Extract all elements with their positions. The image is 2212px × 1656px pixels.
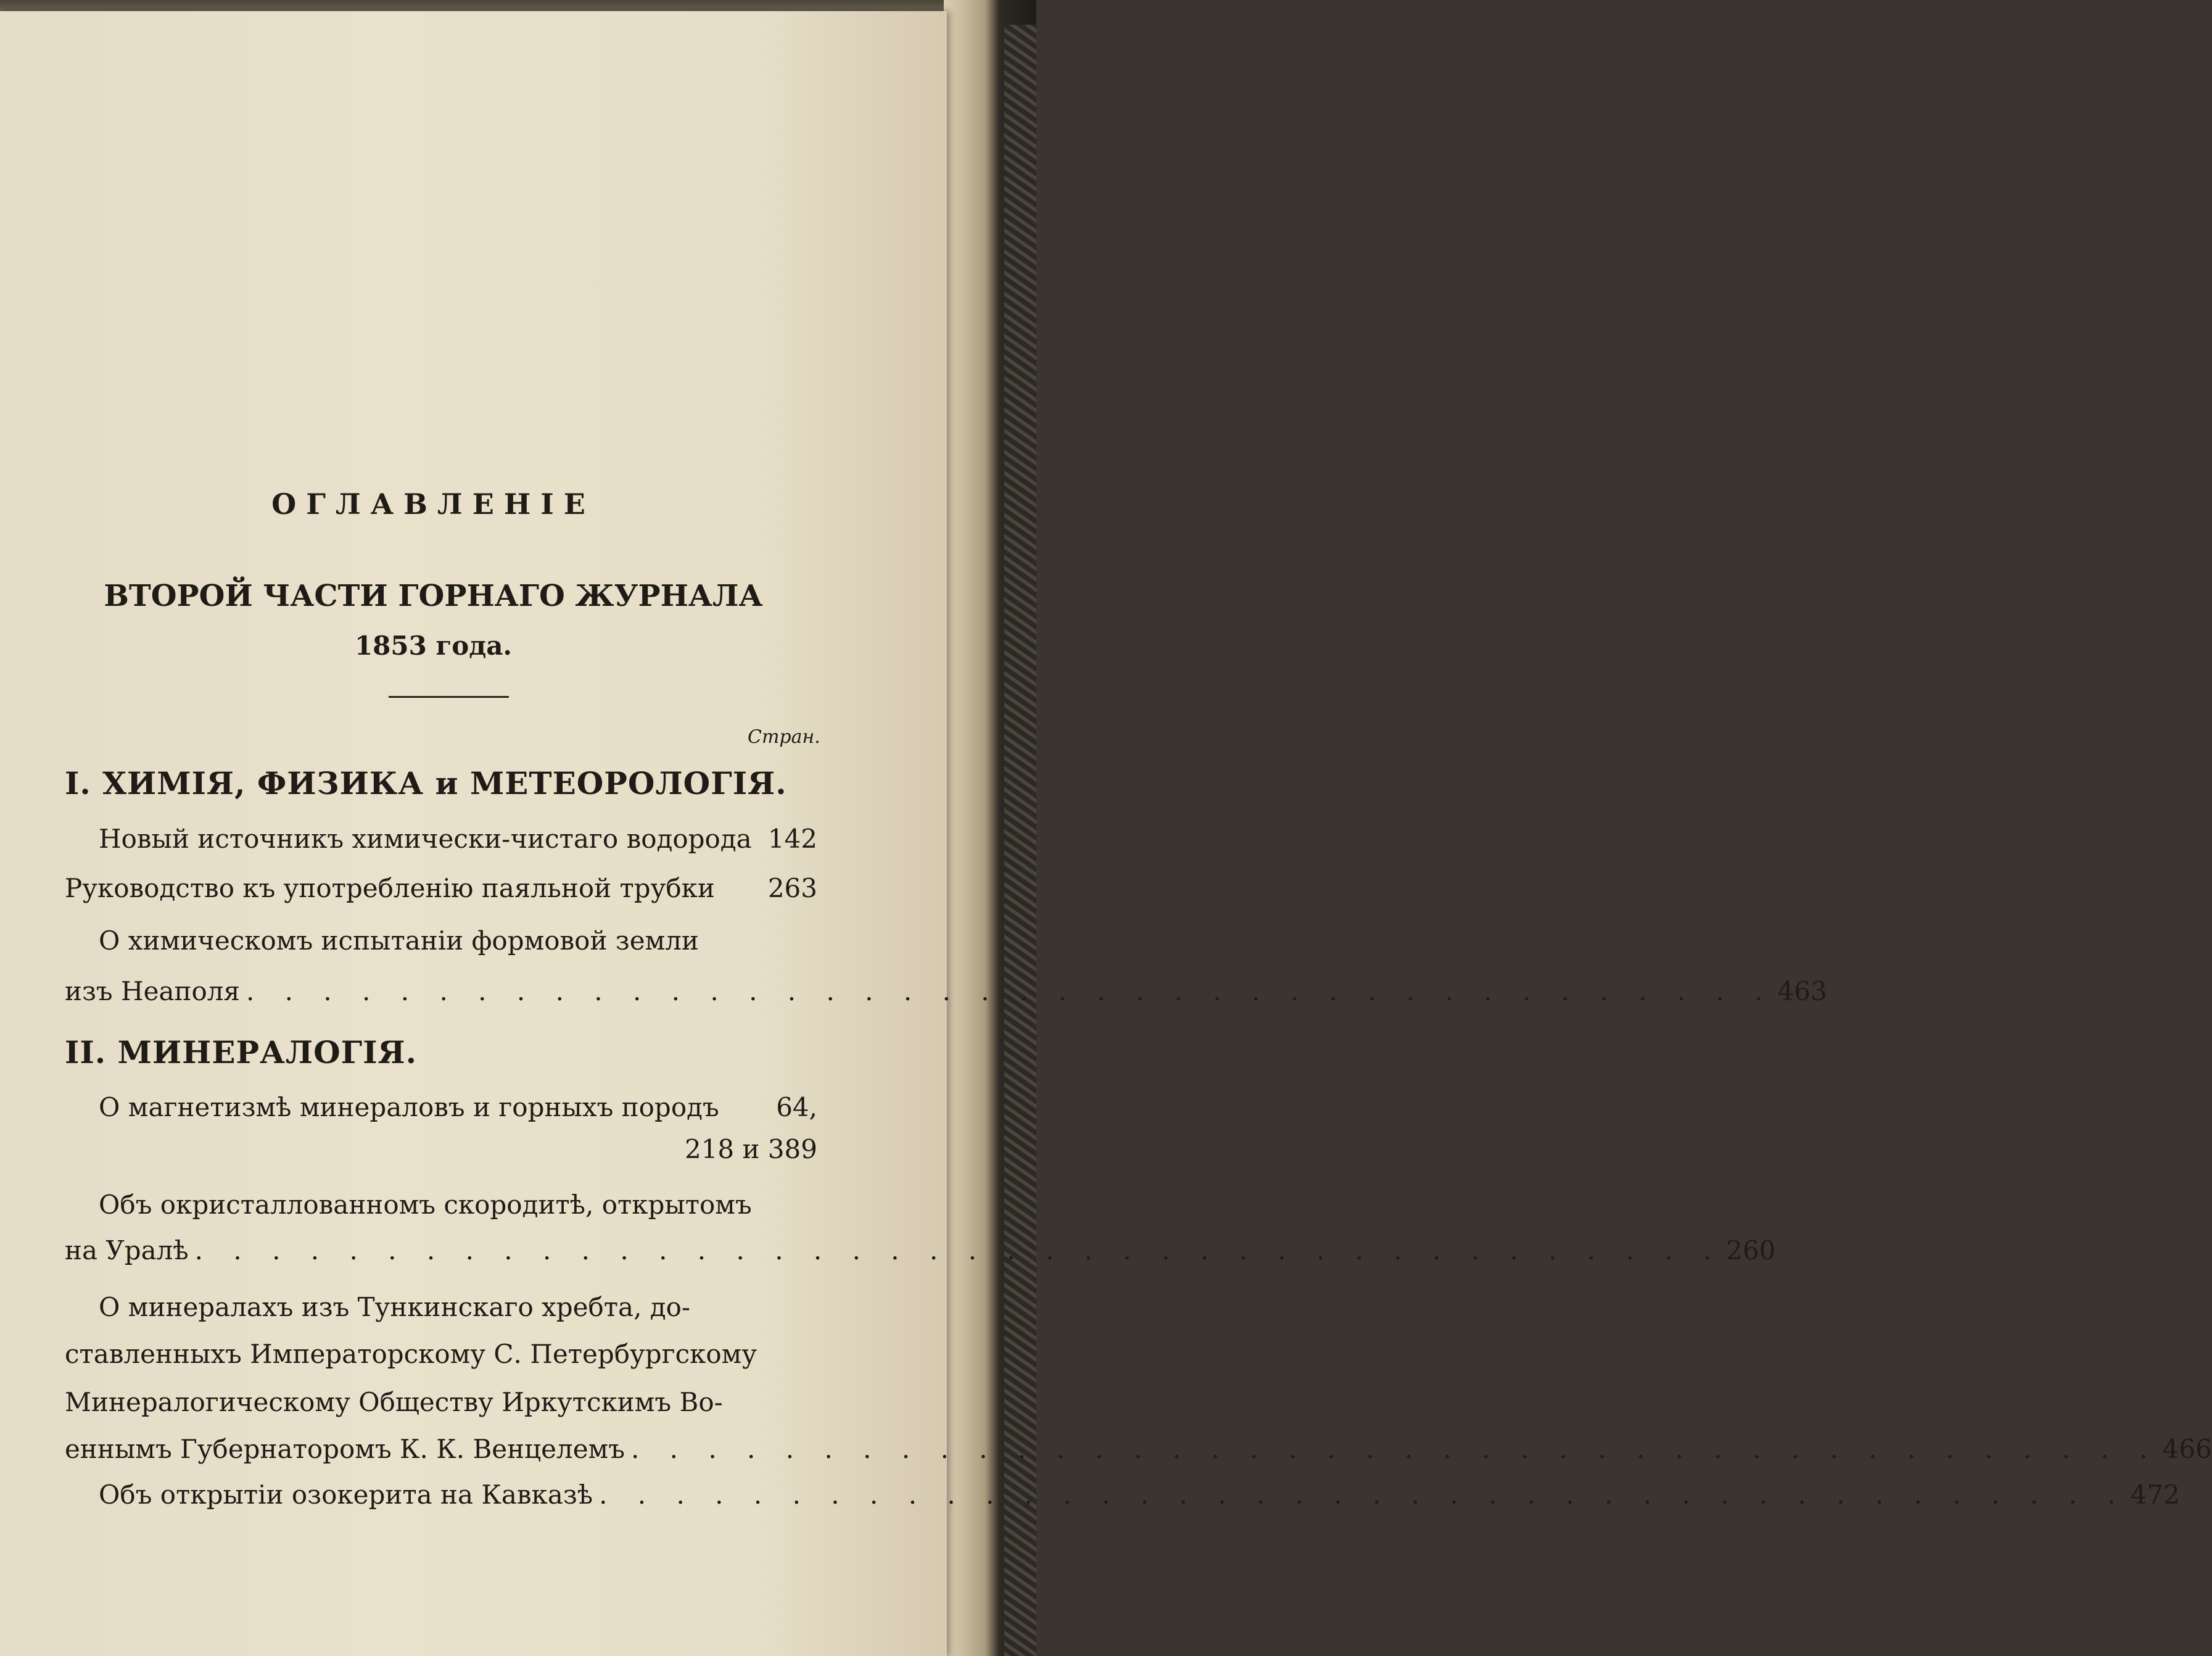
toc-entry-line[interactable]: О минералахъ изъ Тункинскаго хребта, до- [99,1292,691,1322]
toc-entry[interactable] [65,1434,2212,1464]
entry-title: на Уралѣ [65,1235,189,1265]
entry-title: изъ Неаполя [65,976,240,1006]
entry-page: 472 [2130,1480,2180,1510]
leader-dots: . . . . . . . . . . . . . . . . . . . . . . . . . . . . . . . . . . . . . . . . [630,1434,2159,1464]
book-top-edge [0,0,1036,12]
toc-entry-line[interactable]: Минералогическому Обществу Иркутскимъ Во- [65,1387,723,1417]
page-title: ОГЛАВЛЕНІЕ [271,487,595,521]
section-heading-chemistry: I. ХИМІЯ, ФИЗИКА и МЕТЕОРОЛОГІЯ. [65,765,787,801]
entry-title: еннымъ Губернаторомъ К. К. Венцелемъ [65,1434,625,1464]
entry-page: 260 [1726,1235,1776,1265]
entry-page: 64, [776,1092,817,1122]
toc-entry[interactable] [65,1235,1776,1265]
toc-entry[interactable] [65,1480,2180,1510]
title-rule [389,696,509,698]
entry-title: Руководство къ употребленію паяльной трубки [65,873,715,903]
leader-dots: . . . . . . . . . . . . . . . . . . . . . . . . . . . . . . . . . . . . . . . . [599,1480,2127,1510]
toc-entry-line[interactable]: О химическомъ испытаніи формовой земли [99,925,699,956]
leader-dots: . . . . . . . . . . . . . . . . . . . . . . . . . . . . . . . . . . . . . . . . [246,976,1774,1006]
leader-dots: . . . . . . . . . . . . . . . . . . . . . . . . . . . . . . . . . . . . . . . . [194,1235,1723,1265]
toc-entry[interactable] [65,873,817,903]
section-heading-mineralogy: II. МИНЕРАЛОГІЯ. [65,1034,418,1070]
marbled-cover [1004,25,1036,1656]
page-column-label: Стран. [748,726,820,748]
entry-page: 142 [767,824,817,854]
entry-title: Новый источникъ химически-чистаго водорода [99,824,752,854]
toc-entry[interactable] [65,976,1827,1006]
toc-entry-line[interactable]: ставленныхъ Императорскому С. Петербургскому [65,1339,757,1369]
entry-page: 463 [1777,976,1827,1006]
entry-page-continued: 218 и 389 [684,1134,817,1164]
entry-title: О магнетизмѣ минераловъ и горныхъ породъ [99,1092,719,1122]
toc-entry-line[interactable]: Объ окристаллованномъ скородитѣ, открытомъ [99,1190,752,1220]
entry-page: 466 [2162,1434,2212,1464]
entry-title: Объ открытіи озокерита на Кавказѣ [99,1480,593,1510]
page-subtitle: ВТОРОЙ ЧАСТИ ГОРНАГО ЖУРНАЛА [104,579,763,613]
toc-entry[interactable] [65,1092,817,1122]
entry-page: 263 [767,873,817,903]
toc-entry[interactable] [65,824,817,854]
page-year: 1853 года. [354,631,513,661]
